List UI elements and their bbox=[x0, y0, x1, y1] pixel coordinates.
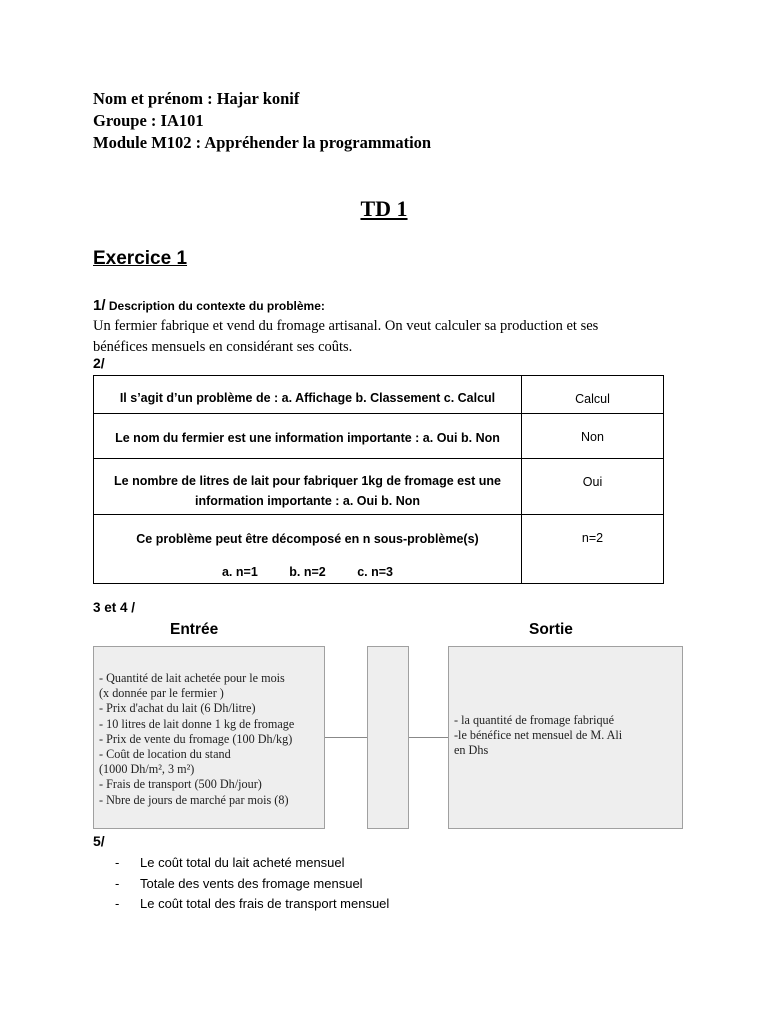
student-info bbox=[93, 88, 431, 154]
list-item: -le bénéfice net mensuel de M. Ali bbox=[454, 728, 623, 743]
table-question-cell bbox=[94, 515, 522, 584]
student-name: Nom et prénom : Hajar konif bbox=[93, 89, 300, 108]
question-1-heading bbox=[93, 297, 325, 314]
question-2-number: 2/ bbox=[93, 355, 105, 371]
list-item: - Le coût total des frais de transport mensuel bbox=[115, 896, 390, 911]
input-label: Entrée bbox=[170, 621, 219, 638]
table-row bbox=[94, 376, 664, 414]
questions-table bbox=[93, 375, 664, 584]
list-item-text: Totale des vents des fromage mensuel bbox=[140, 875, 363, 891]
question-5-number: 5/ bbox=[93, 833, 105, 849]
list-item: en Dhs bbox=[454, 743, 489, 758]
table-row bbox=[94, 414, 664, 459]
option-a: a. n=1 bbox=[221, 565, 258, 579]
list-item: (x donnée par le fermier ) bbox=[99, 686, 224, 701]
list-item: - Totale des vents des fromage mensuel bbox=[115, 875, 363, 891]
connector-line bbox=[409, 737, 448, 738]
table-question: Le nom du fermier est une information importante : a. Oui b. Non bbox=[94, 414, 522, 459]
list-item: - Frais de transport (500 Dh/jour) bbox=[99, 777, 262, 792]
document-title: TD 1 bbox=[360, 196, 408, 221]
list-item: - Nbre de jours de marché par mois (8) bbox=[99, 792, 289, 807]
table-answer: Non bbox=[522, 414, 664, 459]
table-question: Il s’agit d’un problème de : a. Affichage b. Classement c. Calcul bbox=[94, 376, 522, 414]
table-question: Le nombre de litres de lait pour fabriquer 1kg de fromage est une information importante : a. Oui b. Non bbox=[94, 459, 522, 515]
answer-options bbox=[100, 562, 515, 582]
list-item-text: Le coût total du lait acheté mensuel bbox=[140, 855, 345, 870]
list-item: (1000 Dh/m², 3 m²) bbox=[99, 762, 195, 777]
table-question: Ce problème peut être décomposé en n sous-problème(s) bbox=[136, 532, 479, 546]
question-1-number: 1/ bbox=[93, 297, 106, 314]
table-answer: Oui bbox=[522, 459, 664, 515]
input-box bbox=[93, 646, 325, 829]
student-group: Groupe : IA101 bbox=[93, 111, 204, 130]
option-c: c. n=3 bbox=[357, 565, 394, 579]
question-1-label: Description du contexte du problème: bbox=[108, 299, 325, 313]
processing-box bbox=[367, 646, 409, 829]
output-label: Sortie bbox=[529, 621, 573, 638]
exercise-title: Exercice 1 bbox=[93, 248, 188, 269]
output-list bbox=[454, 713, 682, 759]
list-item: - 10 litres de lait donne 1 kg de fromage bbox=[99, 716, 295, 731]
table-row bbox=[94, 459, 664, 515]
output-box bbox=[448, 646, 683, 829]
question-5-list bbox=[115, 853, 389, 915]
list-item: - Quantité de lait achetée pour le mois bbox=[99, 671, 285, 685]
option-b: b. n=2 bbox=[289, 565, 326, 579]
connector-line bbox=[325, 737, 367, 738]
question-3-4-number: 3 et 4 / bbox=[93, 600, 136, 615]
problem-context-text: Un fermier fabrique et vend du fromage artisanal. On veut calculer sa production et ses bénéfices mensuels en considérant ses coûts. bbox=[93, 318, 599, 355]
list-item: - Prix d'achat du lait (6 Dh/litre) bbox=[99, 701, 256, 716]
table-answer: n=2 bbox=[522, 515, 664, 584]
input-list bbox=[99, 671, 324, 808]
list-item: - la quantité de fromage fabriqué bbox=[454, 713, 615, 727]
list-item: - Le coût total du lait acheté mensuel bbox=[115, 855, 345, 870]
module-name: Module M102 : Appréhender la programmation bbox=[93, 133, 432, 152]
list-item: - Coût de location du stand bbox=[99, 747, 231, 762]
list-item: - Prix de vente du fromage (100 Dh/kg) bbox=[99, 731, 293, 746]
table-answer: Calcul bbox=[522, 376, 664, 414]
list-item-text: Le coût total des frais de transport mensuel bbox=[140, 896, 390, 911]
table-row bbox=[94, 515, 664, 584]
